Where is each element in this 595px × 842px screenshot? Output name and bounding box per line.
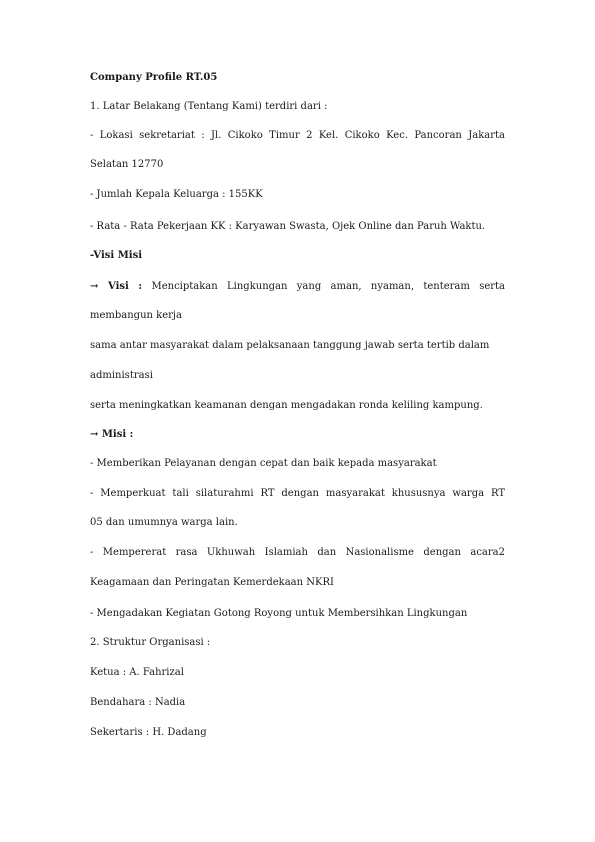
document-title: Company Profile RT.05 [90,72,218,83]
section2-heading: 2. Struktur Organisasi : [90,637,211,648]
section1-heading: 1. Latar Belakang (Tentang Kami) terdiri dari : [90,101,328,112]
misi-item3-line2: Keagamaan dan Peringatan Kemerdekaan NKRI [90,577,334,588]
visi-label: → Visi : [90,281,143,292]
misi-item3-line1: - Mempererat rasa Ukhuwah Islamiah dan Nasionalisme dengan acara2 [90,547,505,558]
visi-line1 [90,281,505,293]
jumlah-kk: - Jumlah Kepala Keluarga : 155KK [90,189,263,200]
bendahara: Bendahara : Nadia [90,697,186,708]
sekertaris: Sekertaris : H. Dadang [90,727,207,738]
misi-item2-line1: - Memperkuat tali silaturahmi RT dengan masyarakat khususnya warga RT [90,488,505,499]
ketua: Ketua : A. Fahrizal [90,667,184,678]
misi-label: → Misi : [90,429,134,440]
visi-line1-text: Menciptakan Lingkungan yang aman, nyaman, tenteram serta [151,281,506,292]
visi-line4: administrasi [90,370,153,381]
visi-line5: serta meningkatkan keamanan dengan mengadakan ronda keliling kampung. [90,400,483,411]
visi-line2: membangun kerja [90,310,182,321]
visi-line3: sama antar masyarakat dalam pelaksanaan tanggung jawab serta tertib dalam [90,340,490,351]
misi-item2-line2: 05 dan umumnya warga lain. [90,517,238,528]
misi-item4: - Mengadakan Kegiatan Gotong Royong untuk Membersihkan Lingkungan [90,608,468,619]
misi-item1: - Memberikan Pelayanan dengan cepat dan baik kepada masyarakat [90,458,437,469]
lokasi-line1: - Lokasi sekretariat : Jl. Cikoko Timur 2 Kel. Cikoko Kec. Pancoran Jakarta [90,130,505,141]
visi-misi-heading: -Visi Misi [90,250,143,261]
lokasi-line2: Selatan 12770 [90,159,164,170]
pekerjaan: - Rata - Rata Pekerjaan KK : Karyawan Swasta, Ojek Online dan Paruh Waktu. [90,221,486,232]
